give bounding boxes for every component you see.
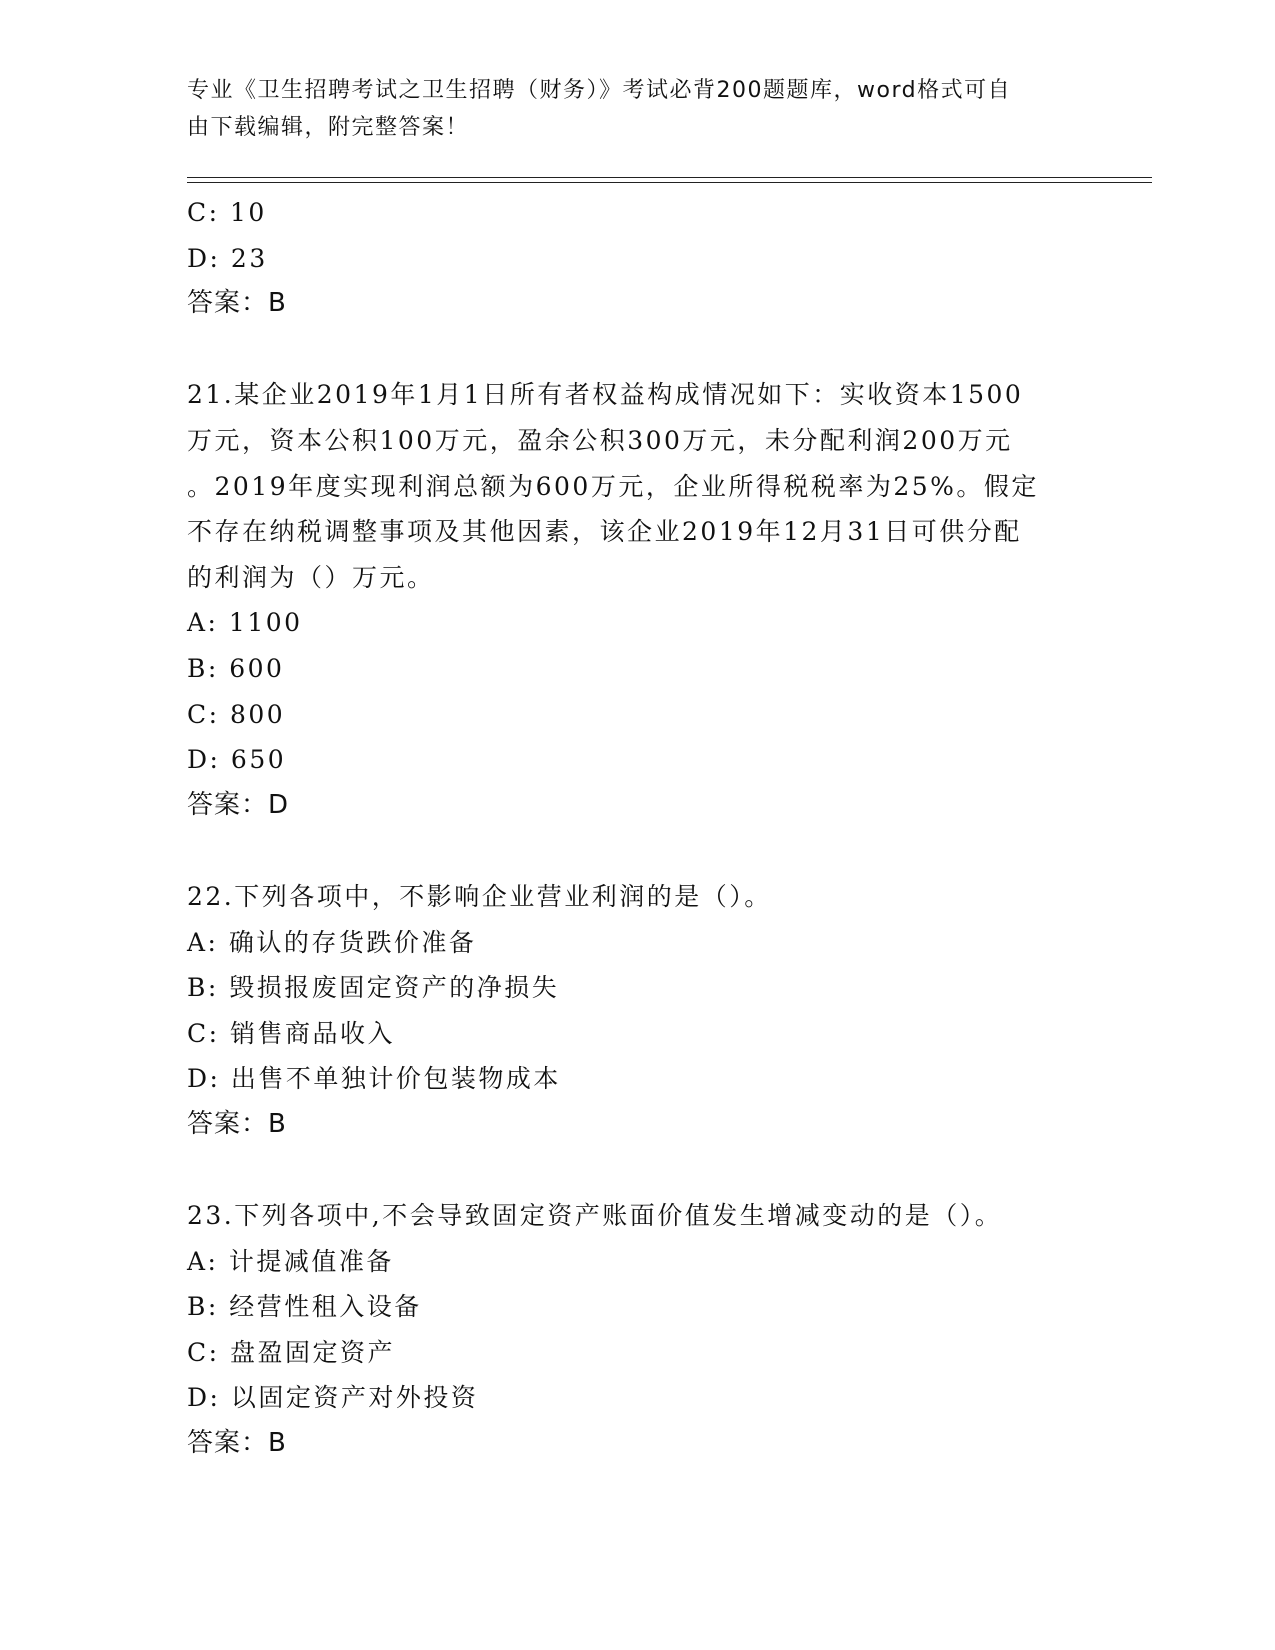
prev-question-tail <box>187 190 1087 327</box>
question-text <box>187 372 1087 600</box>
option-a: A: 1100 <box>187 608 303 638</box>
question-text-line: 万元，资本公积100万元，盈余公积300万元，未分配利润200万元 <box>187 425 1013 455</box>
question-text-line: 不存在纳税调整事项及其他因素，该企业2019年12月31日可供分配 <box>187 517 1022 547</box>
header-line-2: 由下载编辑，附完整答案！ <box>187 115 470 140</box>
option-c: C: 10 <box>187 198 267 227</box>
question-text-line: 的利润为（）万元。 <box>187 562 435 592</box>
header-line-1: 专业《卫生招聘考试之卫生招聘（财务）》考试必背200题题库，word格式可自 <box>187 78 1012 103</box>
option-b: B: 经营性租入设备 <box>187 1292 422 1322</box>
answer-line: 答案：D <box>187 789 290 820</box>
question-text-line: 23.下列各项中,不会导致固定资产账面价值发生增减变动的是（）。 <box>187 1201 1003 1231</box>
option-b: B: 毁损报废固定资产的净损失 <box>187 973 560 1003</box>
option-d: D: 出售不单独计价包装物成本 <box>187 1064 561 1094</box>
option-d: D: 以固定资产对外投资 <box>187 1383 479 1413</box>
answer-line: 答案：B <box>187 288 287 319</box>
option-d: D: 650 <box>187 745 287 775</box>
option-c: C: 销售商品收入 <box>187 1018 395 1048</box>
question-text-line: 。2019年度实现利润总额为600万元，企业所得税税率为25%。假定 <box>187 471 1039 501</box>
option-a: A: 计提减值准备 <box>187 1246 394 1276</box>
question-text-line: 22.下列各项中，不影响企业营业利润的是（）。 <box>187 881 772 911</box>
answer-line: 答案：B <box>187 1428 287 1459</box>
spacer <box>187 1147 1087 1193</box>
spacer <box>187 828 1087 874</box>
document-header <box>187 72 1067 146</box>
option-b: B: 600 <box>187 653 285 683</box>
header-rule-bottom <box>187 182 1152 183</box>
question-22 <box>187 874 1087 1148</box>
header-rule-top <box>187 177 1152 178</box>
option-c: C: 800 <box>187 699 286 729</box>
option-a: A: 确认的存货跌价准备 <box>187 927 477 957</box>
option-d: D: 23 <box>187 243 268 273</box>
option-c: C: 盘盈固定资产 <box>187 1337 395 1367</box>
question-text-line: 21.某企业2019年1月1日所有者权益构成情况如下：实收资本1500 <box>187 380 1024 410</box>
question-23 <box>187 1193 1087 1467</box>
question-list <box>187 190 1087 1467</box>
spacer <box>187 327 1087 373</box>
question-21 <box>187 372 1087 828</box>
answer-line: 答案：B <box>187 1108 287 1139</box>
